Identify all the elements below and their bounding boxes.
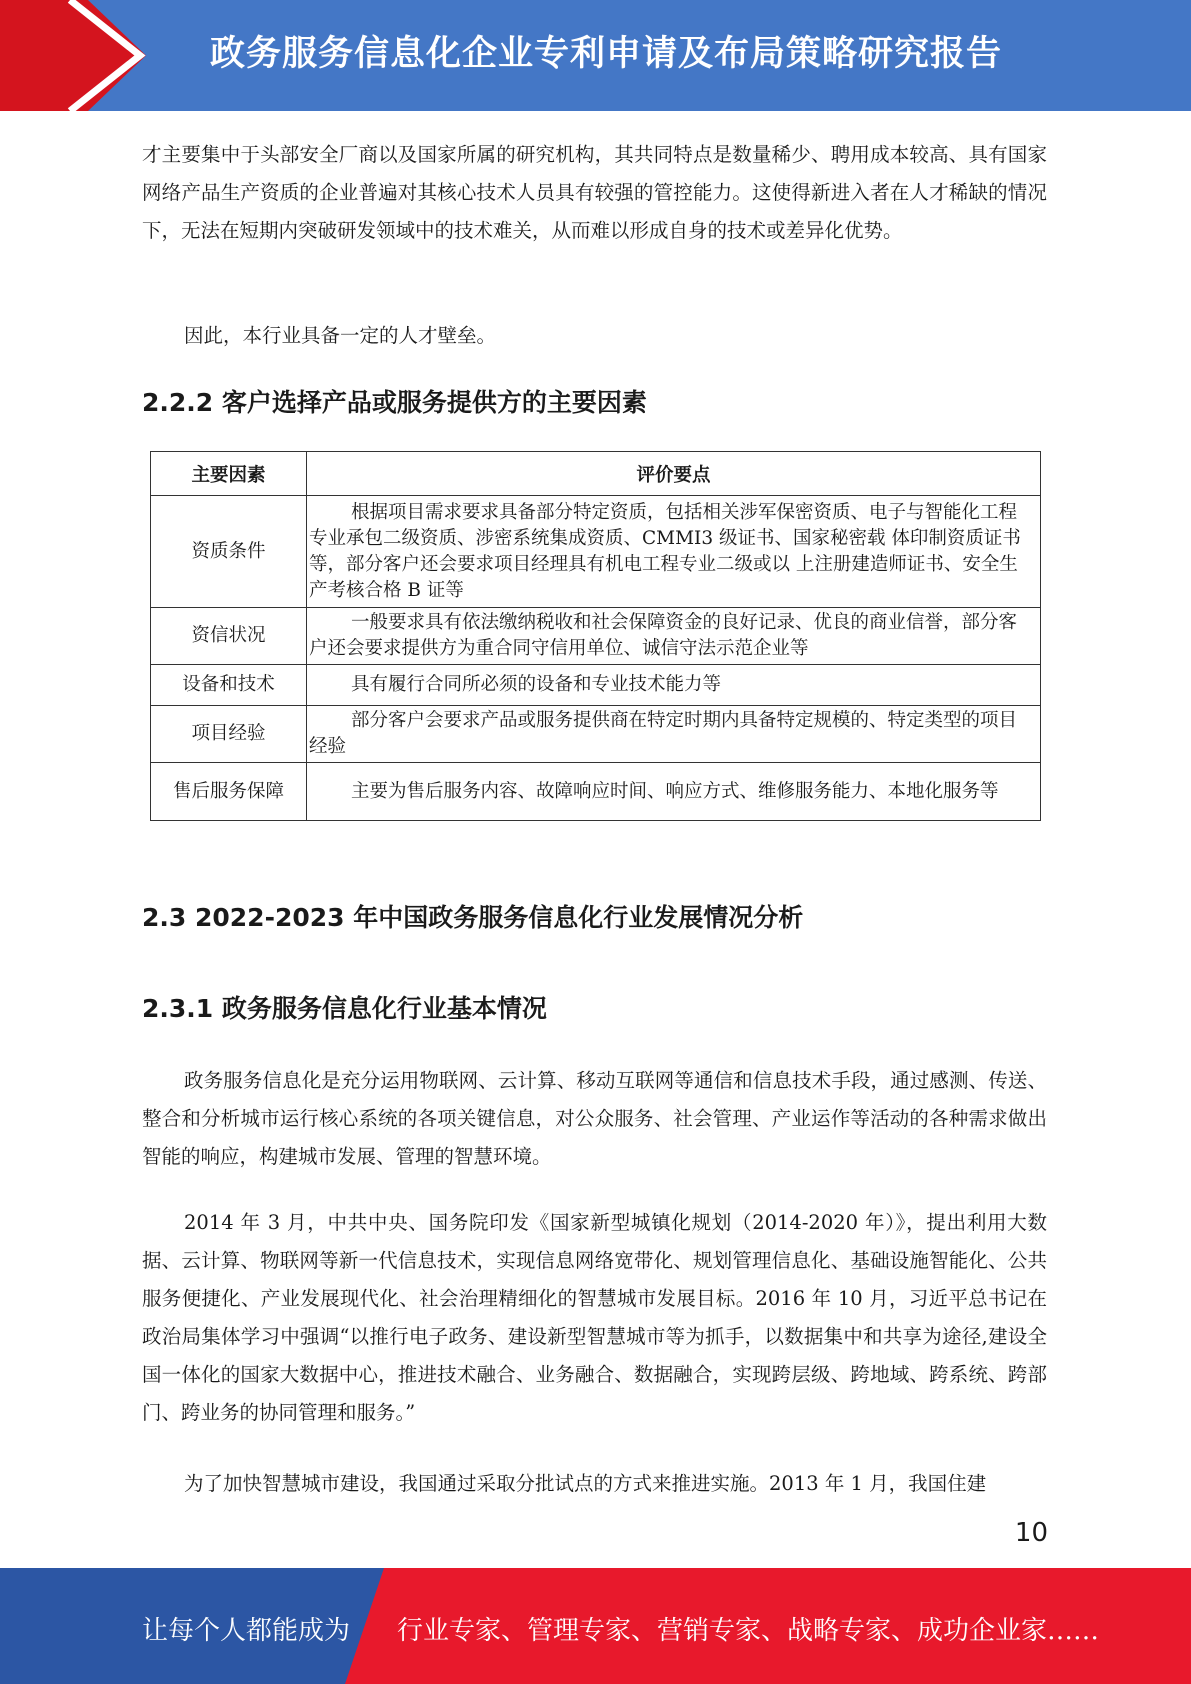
table-row (151, 665, 1041, 706)
table-cell-detail: 具有履行合同所必须的设备和专业技术能力等 (307, 665, 1041, 706)
section-heading-2-3-1: 2.3.1 政务服务信息化行业基本情况 (142, 994, 547, 1023)
page-header (0, 0, 1191, 111)
table-row (151, 706, 1041, 763)
table-cell-factor: 资质条件 (151, 496, 307, 608)
table-row (151, 763, 1041, 821)
section-heading-2-2-2: 2.2.2 客户选择产品或服务提供方的主要因素 (142, 388, 647, 417)
table-cell-detail: 部分客户会要求产品或服务提供商在特定时期内具备特定规模的、特定类型的项目经验 (307, 706, 1041, 763)
table-cell-factor: 售后服务保障 (151, 763, 307, 821)
footer-slogan-left: 让每个人都能成为 (142, 1616, 351, 1646)
table-header-factor: 主要因素 (151, 452, 307, 496)
footer-slogan-right: 行业专家、管理专家、营销专家、战略专家、成功企业家…… (397, 1616, 1100, 1646)
table-cell-factor: 项目经验 (151, 706, 307, 763)
page-number: 10 (1014, 1518, 1048, 1548)
paragraph-pilot-program: 为了加快智慧城市建设，我国通过采取分批试点的方式来推进实施。2013 年 1 月，我国住建 (184, 1472, 987, 1495)
table-row (151, 608, 1041, 665)
table-cell-factor: 资信状况 (151, 608, 307, 665)
paragraph-policy-history: 2014 年 3 月，中共中央、国务院印发《国家新型城镇化规划（2014-2020 年）》，提出利用大数据、云计算、物联网等新一代信息技术，实现信息网络宽带化、规划管理信息化、基础设施智能化、公共服务便捷化、产业发展现代化、社会治理精细化的智慧城市发展目标。2016 年 10 月，习近平总书记在政治局集体学习中强调“以推行电子政务、建设新型智慧城市等为抓手，以数据集中和共享为途径,建设全国一体化的国家大数据中心，推进技术融合、业务融合、数据融合，实现跨层级、跨地域、跨系统、跨部门、跨业务的协同管理和服务。” (142, 1211, 1047, 1424)
section-heading-2-3: 2.3 2022-2023 年中国政务服务信息化行业发展情况分析 (142, 903, 804, 932)
table-row (151, 496, 1041, 608)
factors-table (150, 451, 1041, 821)
table-header-detail: 评价要点 (307, 452, 1041, 496)
table-cell-factor: 设备和技术 (151, 665, 307, 706)
table-header-row (151, 452, 1041, 496)
paragraph-conclusion: 因此，本行业具备一定的人才壁垒。 (184, 324, 497, 347)
paragraph-talent-barrier: 才主要集中于头部安全厂商以及国家所属的研究机构，其共同特点是数量稀少、聘用成本较高、具有国家网络产品生产资质的企业普遍对其核心技术人员具有较强的管控能力。这使得新进入者在人才稀缺的情况下，无法在短期内突破研发领域中的技术难关，从而难以形成自身的技术或差异化优势。 (142, 143, 1047, 242)
paragraph-definition: 政务服务信息化是充分运用物联网、云计算、移动互联网等通信和信息技术手段，通过感测、传送、整合和分析城市运行核心系统的各项关键信息，对公众服务、社会管理、产业运作等活动的各种需求做出智能的响应，构建城市发展、管理的智慧环境。 (142, 1069, 1047, 1168)
header-chevron-decoration (0, 0, 160, 111)
table-cell-detail: 一般要求具有依法缴纳税收和社会保障资金的良好记录、优良的商业信誉，部分客户还会要求提供方为重合同守信用单位、诚信守法示范企业等 (307, 608, 1041, 665)
header-title: 政务服务信息化企业专利申请及布局策略研究报告 (210, 34, 1003, 74)
page-footer (0, 1568, 1191, 1684)
table-cell-detail: 主要为售后服务内容、故障响应时间、响应方式、维修服务能力、本地化服务等 (307, 763, 1041, 821)
table-cell-detail: 根据项目需求要求具备部分特定资质，包括相关涉军保密资质、电子与智能化工程专业承包二级资质、涉密系统集成资质、CMMI3 级证书、国家秘密载 体印制资质证书等，部分客户还会要求项目经理具有机电工程专业二级或以 上注册建造师证书、安全生产考核合格 B 证等 (307, 496, 1041, 608)
